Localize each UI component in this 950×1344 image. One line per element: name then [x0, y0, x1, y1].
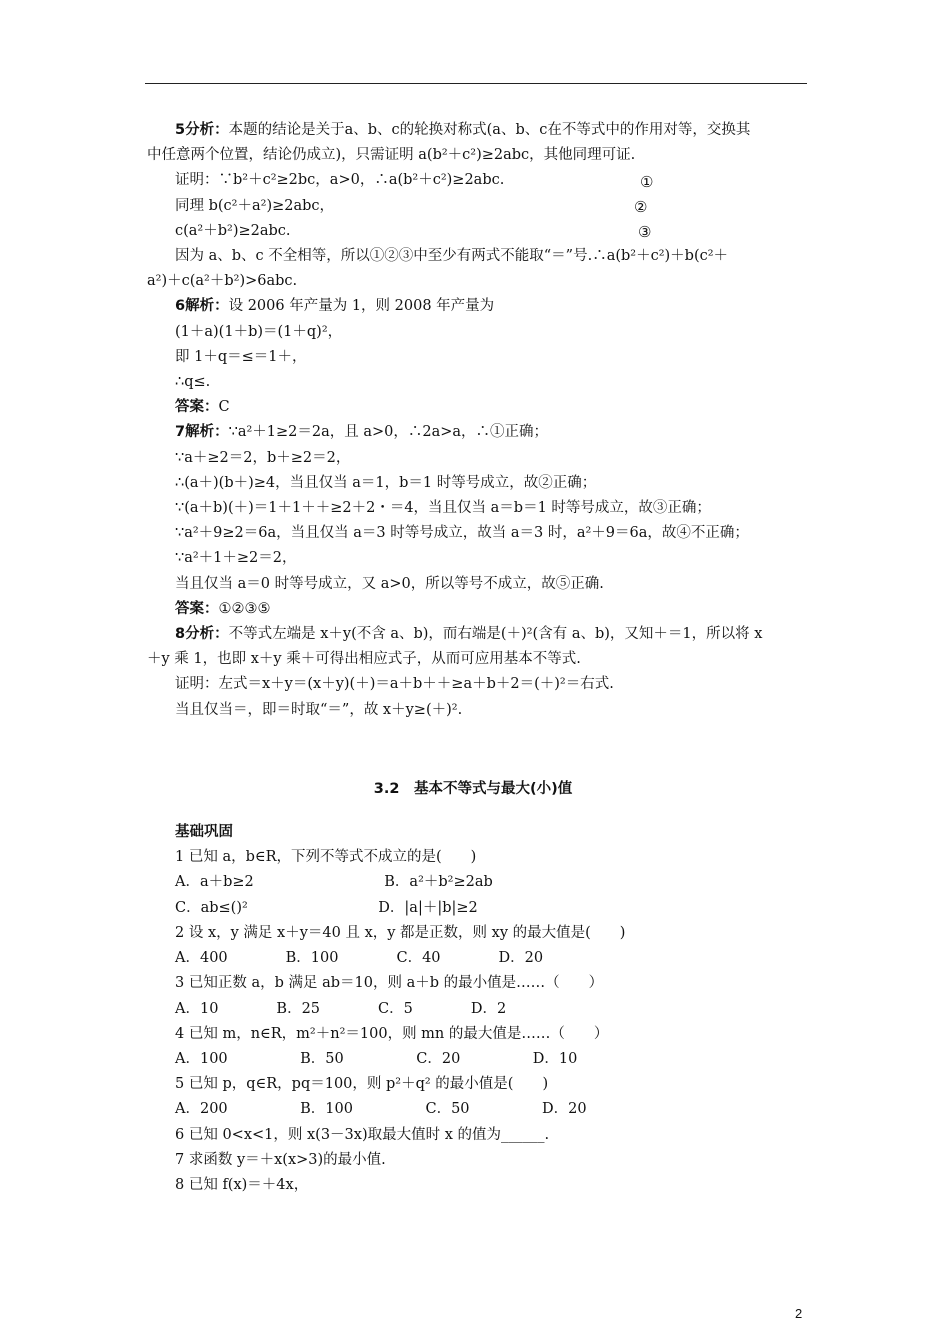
solution-tag: 7解析： [175, 424, 229, 441]
solution-tag: 答案： [175, 399, 219, 416]
solution-text: ∵a²＋1＋≥2＝2， [175, 550, 297, 567]
solution-tag: 8分析： [175, 626, 229, 643]
subsection-title: 基础巩固 [175, 824, 233, 841]
header-rule [145, 83, 807, 84]
solution-line [147, 320, 813, 345]
solution-text: ∵(a＋b)(＋)＝1＋1＋＋≥2＋2・＝4，当且仅当 a＝b＝1 时等号成立，故③正确； [175, 500, 711, 517]
solution-text: 同理 b(c²＋a²)≥2abc， [175, 197, 335, 214]
solution-line [147, 471, 813, 496]
question-line: 1 已知 a，b∈R，下列不等式不成立的是( ) [175, 849, 477, 866]
question-line: 8 已知 f(x)＝＋4x， [175, 1176, 309, 1193]
solution-text: C [218, 399, 230, 416]
solution-text: ＋y 乘 1，也即 x＋y 乘＋可得出相应式子，从而可应用基本不等式. [147, 651, 581, 668]
question-line: 6 已知 0<x<1，则 x(3－3x)取最大值时 x 的值为______. [175, 1126, 550, 1143]
solution-text: ∴(a＋)(b＋)≥4，当且仅当 a＝1，b＝1 时等号成立，故②正确； [175, 474, 597, 491]
section-title: 3.2 基本不等式与最大(小)值 [373, 780, 573, 797]
solution-text: 即 1＋q＝≤＝1＋， [175, 348, 307, 365]
solution-text: ∵a²＋1≥2＝2a，且 a>0，∴2a>a，∴①正确； [228, 424, 549, 441]
page-content [147, 118, 813, 1198]
marker-2: ② [634, 198, 648, 216]
question-line: A．a＋b≥2 B．a²＋b²≥2ab [175, 874, 493, 891]
solution-line [147, 521, 813, 546]
solution-line [147, 269, 813, 294]
question-line: 7 求函数 y＝＋x(x>3)的最小值. [175, 1151, 386, 1168]
solution-text: ①②③⑤ [218, 600, 271, 617]
question-line: 2 设 x，y 满足 x＋y＝40 且 x，y 都是正数，则 xy 的最大值是( ) [175, 924, 626, 941]
solution-text: 设 2006 年产量为 1，则 2008 年产量为 [228, 298, 495, 315]
solution-line [147, 244, 813, 269]
solution-line [147, 420, 813, 445]
question-line: A．200 B．100 C．50 D．20 [175, 1101, 587, 1118]
solution-text: 中任意两个位置，结论仍成立)，只需证明 a(b²＋c²)≥2abc，其他同理可证. [147, 147, 636, 164]
question-line: C．ab≤()² D．|a|＋|b|≥2 [175, 899, 478, 916]
solution-text: ∴q≤. [175, 374, 211, 391]
solution-line [147, 219, 813, 244]
solution-line [147, 294, 813, 319]
solution-text: 当且仅当＝，即＝时取“＝”，故 x＋y≥(＋)². [175, 701, 463, 718]
solution-line [147, 143, 813, 168]
question-line: 3 已知正数 a，b 满足 ab＝10，则 a＋b 的最小值是……（ ） [175, 975, 604, 992]
marker-1: ① [640, 173, 654, 191]
solution-text: ∵a²＋9≥2＝6a，当且仅当 a＝3 时等号成立，故当 a＝3 时，a²＋9＝6a，故④不正确； [175, 525, 749, 542]
solution-line [147, 546, 813, 571]
solution-line [147, 370, 813, 395]
question-line: A．100 B．50 C．20 D．10 [175, 1050, 578, 1067]
solution-lines [147, 118, 813, 723]
question-line: A．400 B．100 C．40 D．20 [175, 950, 544, 967]
solution-line [147, 572, 813, 597]
marker-3: ③ [638, 223, 652, 241]
solution-line [147, 194, 813, 219]
solution-tag: 5分析： [175, 122, 229, 138]
solution-tag: 6解析： [175, 298, 229, 315]
solution-text: 证明：左式＝x＋y＝(x＋y)(＋)＝a＋b＋＋≥a＋b＋2＝(＋)²＝右式. [175, 676, 614, 693]
solution-tag: 答案： [175, 600, 219, 617]
solution-line [147, 446, 813, 471]
question-line: 5 已知 p，q∈R，pq＝100，则 p²＋q² 的最小值是( ) [175, 1076, 549, 1093]
solution-text: 当且仅当 a＝0 时等号成立，又 a>0，所以等号不成立，故⑤正确. [175, 575, 604, 592]
solution-line [147, 672, 813, 697]
question-line: 4 已知 m，n∈R，m²＋n²＝100，则 mn 的最大值是……（ ） [175, 1025, 609, 1042]
solution-line [147, 395, 813, 420]
solution-line [147, 622, 813, 647]
solution-text: 不等式左端是 x＋y(不含 a、b)，而右端是(＋)²(含有 a、b)，又知＋＝1，所以将 x [228, 626, 763, 643]
solution-text: c(a²＋b²)≥2abc. [175, 222, 291, 239]
solution-line [147, 168, 813, 193]
solution-text: ∵a＋≥2＝2，b＋≥2＝2， [175, 449, 351, 466]
solution-line [147, 345, 813, 370]
solution-line [147, 647, 813, 672]
solution-line [147, 698, 813, 723]
solution-text: a²)＋c(a²＋b²)>6abc. [147, 273, 298, 290]
solution-line [147, 118, 813, 143]
question-lines [147, 845, 813, 1198]
solution-text: 因为 a、b、c 不全相等，所以①②③中至少有两式不能取“＝”号.∴a(b²＋c²)＋b(c²＋ [175, 248, 729, 265]
solution-line [147, 597, 813, 622]
solution-text: 证明：∵b²＋c²≥2bc，a>0，∴a(b²＋c²)≥2abc. [175, 172, 505, 189]
solution-line [147, 496, 813, 521]
question-line: A．10 B．25 C．5 D．2 [175, 1000, 507, 1017]
page-number: 2 [795, 1306, 803, 1321]
solution-text: 本题的结论是关于a、b、c的轮换对称式(a、b、c在不等式中的作用对等，交换其 [228, 122, 751, 138]
solution-text: (1＋a)(1＋b)＝(1＋q)²， [175, 323, 343, 340]
